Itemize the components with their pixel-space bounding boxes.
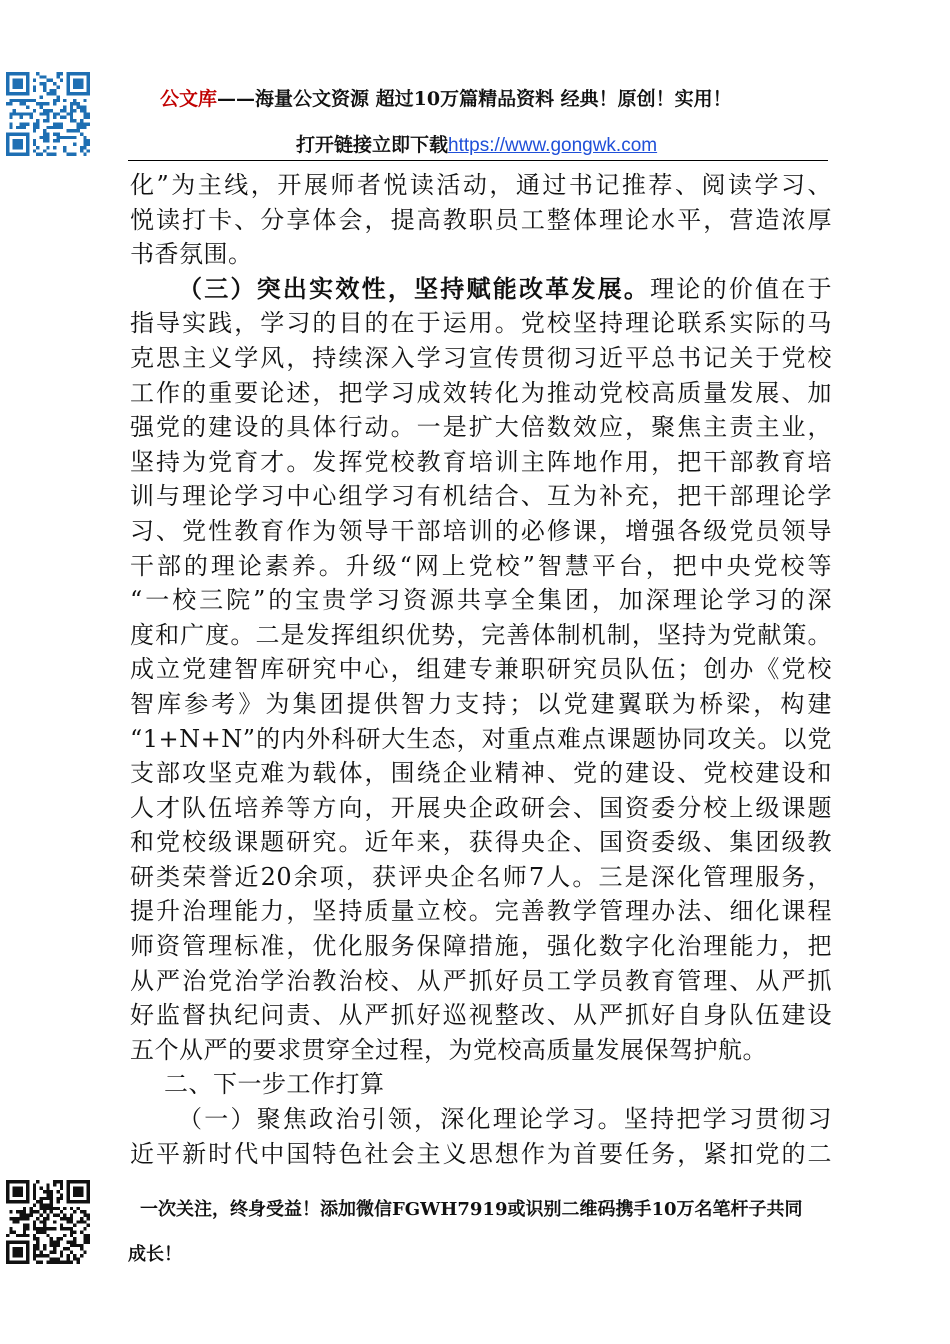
download-label: 打开链接立即下载 (296, 134, 449, 156)
body-line: 提升治理能力，坚持质量立校。完善教学管理办法、细化课程 (130, 897, 832, 926)
body-line: 人才队伍培养等方向，开展央企政研会、国资委分校上级课题 (130, 793, 832, 822)
body-line: 近平新时代中国特色社会主义思想作为首要任务，紧扣党的二 (130, 1139, 832, 1168)
header-banner (160, 84, 732, 111)
body-line: 从严治党治学治教治校、从严抓好员工学员教育管理、从严抓 (130, 966, 832, 995)
body-line: 好监督执纪问责、从严抓好巡视整改、从严抓好自身队伍建设 (130, 1001, 832, 1030)
document-body (130, 168, 832, 1171)
body-line: 强党的建设的具体行动。一是扩大倍数效应，聚焦主责主业， (130, 413, 832, 442)
download-link[interactable]: https://www.gongwk.com (448, 135, 658, 156)
header-divider (128, 160, 828, 161)
body-line: 五个从严的要求贯穿全过程，为党校高质量发展保驾护航。 (130, 1035, 767, 1064)
body-line: 干部的理论素养。升级“网上党校”智慧平台，把中央党校等 (130, 551, 832, 580)
qr-code-icon[interactable] (6, 72, 90, 156)
body-line: 指导实践，学习的目的在于运用。党校坚持理论联系实际的马 (130, 309, 832, 338)
body-line: 度和广度。二是发挥组织优势，完善体制机制，坚持为党献策。 (130, 620, 832, 649)
qr-code-icon[interactable] (6, 1180, 90, 1264)
next-section-text: 坚持把学习贯彻习 (623, 1105, 833, 1134)
body-line: 智库参考》为集团提供智力支持；以党建翼联为桥梁，构建 (130, 689, 832, 718)
body-line: 研类荣誉近20余项，获评央企名师7人。三是深化管理服务， (130, 862, 832, 891)
body-line: 支部攻坚克难为载体，围绕企业精神、党的建设、党校建设和 (130, 759, 832, 788)
body-line: 克思主义学风，持续深入学习宣传贯彻习近平总书记关于党校 (130, 343, 832, 372)
body-line: 书香氛围。 (130, 240, 253, 269)
download-line (296, 130, 657, 157)
body-line: 训与理论学习中心组学习有机结合、互为补充，把干部理论学 (130, 482, 832, 511)
next-section-first-line (130, 1102, 832, 1137)
section-3-text: 理论的价值在于 (650, 274, 832, 303)
body-line: “1+N+N”的内外科研大生态，对重点难点课题协同攻关。以党 (130, 724, 832, 753)
body-line: 悦读打卡、分享体会，提高教职员工整体理论水平，营造浓厚 (130, 205, 832, 234)
brand-name: 公文库 (160, 88, 218, 110)
body-line: 和党校级课题研究。近年来，获得央企、国资委级、集团级教 (130, 828, 832, 857)
footer-promo-end: 成长！ (128, 1244, 182, 1265)
body-line: 坚持为党育才。发挥党校教育培训主阵地作用，把干部教育培 (130, 447, 832, 476)
header-tagline: ——海量公文资源 超过10万篇精品资料 经典！原创！实用！ (217, 88, 732, 110)
body-line: 化”为主线，开展师者悦读活动，通过书记推荐、阅读学习、 (130, 171, 832, 199)
body-line: 习、党性教育作为领导干部培训的必修课，增强各级党员领导 (130, 516, 832, 545)
section-3-heading: （三）突出实效性，坚持赋能改革发展。 (178, 273, 651, 303)
body-line: 师资管理标准，优化服务保障措施，强化数字化治理能力，把 (130, 932, 832, 961)
footer-promo: 一次关注，终身受益！添加微信FGWH7919或识别二维码携手10万名笔杆子共同 (140, 1199, 803, 1220)
section-heading: 二、下一步工作打算 (164, 1070, 385, 1099)
body-line: 工作的重要论述，把学习成效转化为推动党校高质量发展、加 (130, 378, 832, 407)
next-section-heading: （一）聚焦政治引领，深化理论学习。 (178, 1105, 624, 1134)
section-3-first-line (130, 272, 832, 307)
body-line: “一校三院”的宝贵学习资源共享全集团，加深理论学习的深 (130, 586, 832, 615)
body-line: 成立党建智库研究中心，组建专兼职研究员队伍；创办《党校 (130, 655, 832, 684)
